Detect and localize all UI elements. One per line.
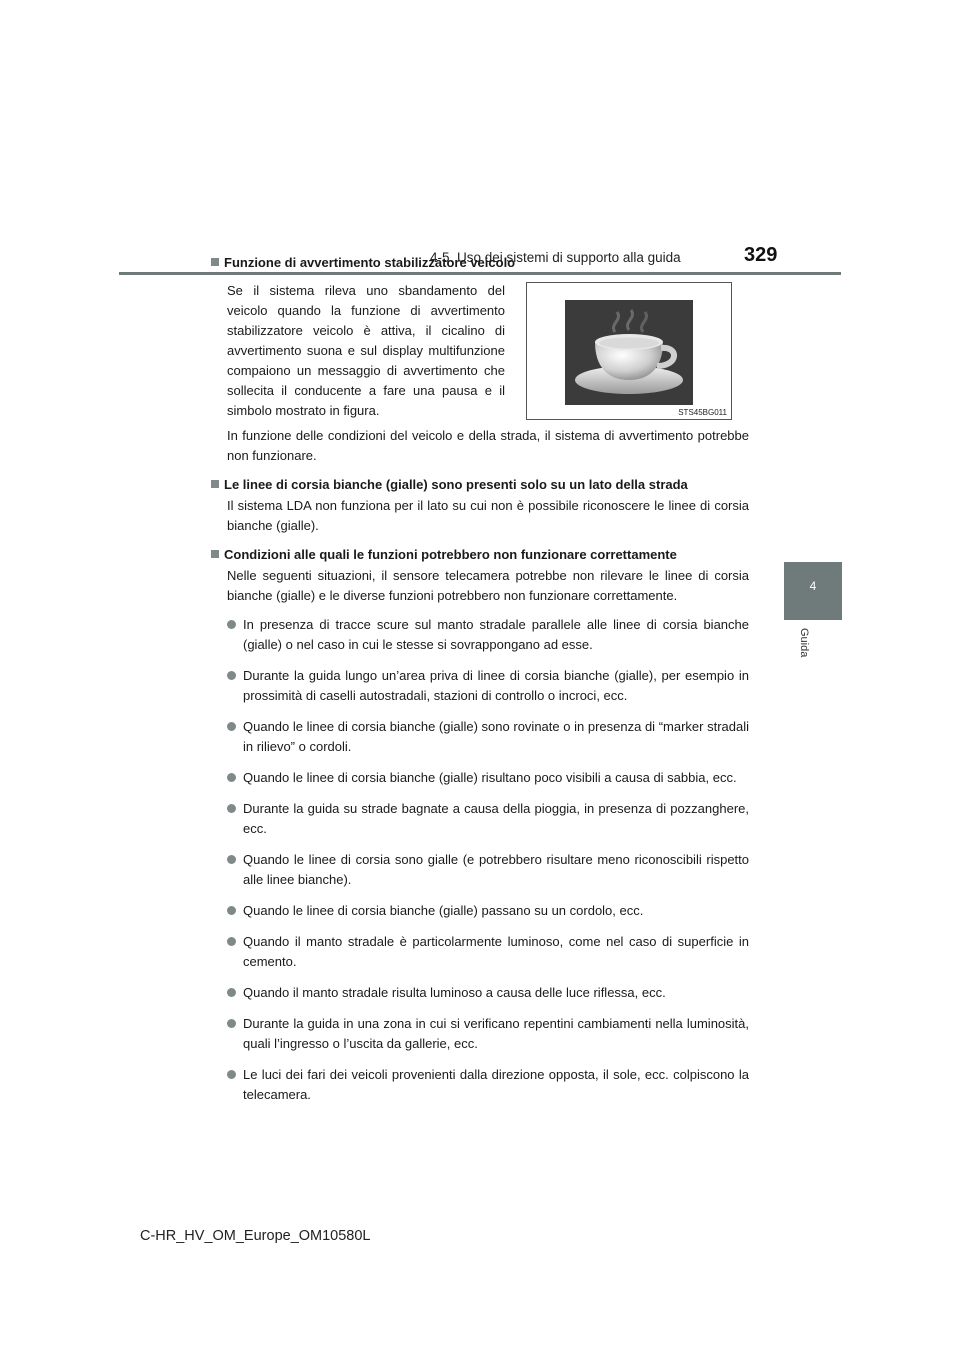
section-heading: Le linee di corsia bianche (gialle) sono presenti solo su un lato della strada [211, 475, 749, 494]
coffee-cup-icon [565, 300, 693, 405]
document-code: C-HR_HV_OM_Europe_OM10580L [140, 1228, 371, 1244]
section-paragraph: Nelle seguenti situazioni, il sensore telecamera potrebbe non rilevare le linee di corsia bianche (gialle) e le diverse funzioni potrebbero non funzionare correttamente. [227, 568, 749, 603]
section-heading: Condizioni alle quali le funzioni potrebbero non funzionare correttamente [211, 545, 749, 564]
page-content [211, 253, 749, 1105]
round-bullet-icon [227, 988, 236, 997]
section-title: 4-5. Uso dei sistemi di supporto alla guida [430, 250, 681, 265]
list-item: Durante la guida lungo un’area priva di linee di corsia bianche (gialle), per esempio in prossimità di caselli autostradali, stazioni di controllo o incroci, ecc. [227, 666, 749, 706]
list-item: Le luci dei fari dei veicoli provenienti dalla direzione opposta, il sole, ecc. colpiscono la telecamera. [227, 1065, 749, 1105]
round-bullet-icon [227, 671, 236, 680]
round-bullet-icon [227, 906, 236, 915]
list-item: Quando le linee di corsia bianche (gialle) risultano poco visibili a causa di sabbia, ecc. [227, 768, 749, 788]
figure-code: STS45BG011 [678, 408, 727, 417]
list-item: Durante la guida su strade bagnate a causa della pioggia, in presenza di pozzanghere, ecc. [227, 799, 749, 839]
section-stability-warning [211, 253, 749, 418]
round-bullet-icon [227, 1019, 236, 1028]
round-bullet-icon [227, 620, 236, 629]
list-item: Quando le linee di corsia bianche (gialle) passano su un cordolo, ecc. [227, 901, 749, 921]
section-paragraph: Se il sistema rileva uno sbandamento del veicolo quando la funzione di avvertimento stabilizzatore veicolo è attiva, il cicalino di avvertimento suona e sul display multifunzione compaiono un messaggio di avvertimento che sollecita il conducente a fare una pausa e il simbolo mostrato in figura. [227, 283, 505, 418]
section-paragraph: In funzione delle condizioni del veicolo e della strada, il sistema di avvertimento potrebbe non funzionare. [227, 428, 749, 463]
list-item: Durante la guida in una zona in cui si verificano repentini cambiamenti nella luminosità, quali l’ingresso o l’uscita da gallerie, ecc. [227, 1014, 749, 1054]
round-bullet-icon [227, 722, 236, 731]
square-bullet-icon [211, 258, 219, 266]
chapter-tab [784, 562, 842, 620]
list-item: Quando le linee di corsia sono gialle (e potrebbero risultare meno riconoscibili rispetto alle linee bianche). [227, 850, 749, 890]
round-bullet-icon [227, 804, 236, 813]
section-paragraph: Il sistema LDA non funziona per il lato su cui non è possibile riconoscere le linee di corsia bianche (gialle). [227, 498, 749, 533]
chapter-label: Guida [798, 628, 810, 658]
section-heading: Funzione di avvertimento stabilizzatore veicolo [211, 253, 749, 272]
figure-coffee-cup [526, 282, 732, 420]
bullet-list [227, 615, 749, 1105]
list-item: Quando le linee di corsia bianche (gialle) sono rovinate o in presenza di “marker stradali in rilievo” o cordoli. [227, 717, 749, 757]
round-bullet-icon [227, 855, 236, 864]
round-bullet-icon [227, 937, 236, 946]
square-bullet-icon [211, 550, 219, 558]
round-bullet-icon [227, 773, 236, 782]
chapter-number: 4 [809, 579, 817, 593]
list-item: Quando il manto stradale risulta luminoso a causa delle luce riflessa, ecc. [227, 983, 749, 1003]
list-item: Quando il manto stradale è particolarmente luminoso, come nel caso di superficie in cemento. [227, 932, 749, 972]
round-bullet-icon [227, 1070, 236, 1079]
list-item: In presenza di tracce scure sul manto stradale parallele alle linee di corsia bianche (gialle) o nel caso in cui le stesse si sovrappongano ad esse. [227, 615, 749, 655]
square-bullet-icon [211, 480, 219, 488]
page-number: 329 [744, 244, 778, 266]
display-screen [565, 300, 693, 405]
